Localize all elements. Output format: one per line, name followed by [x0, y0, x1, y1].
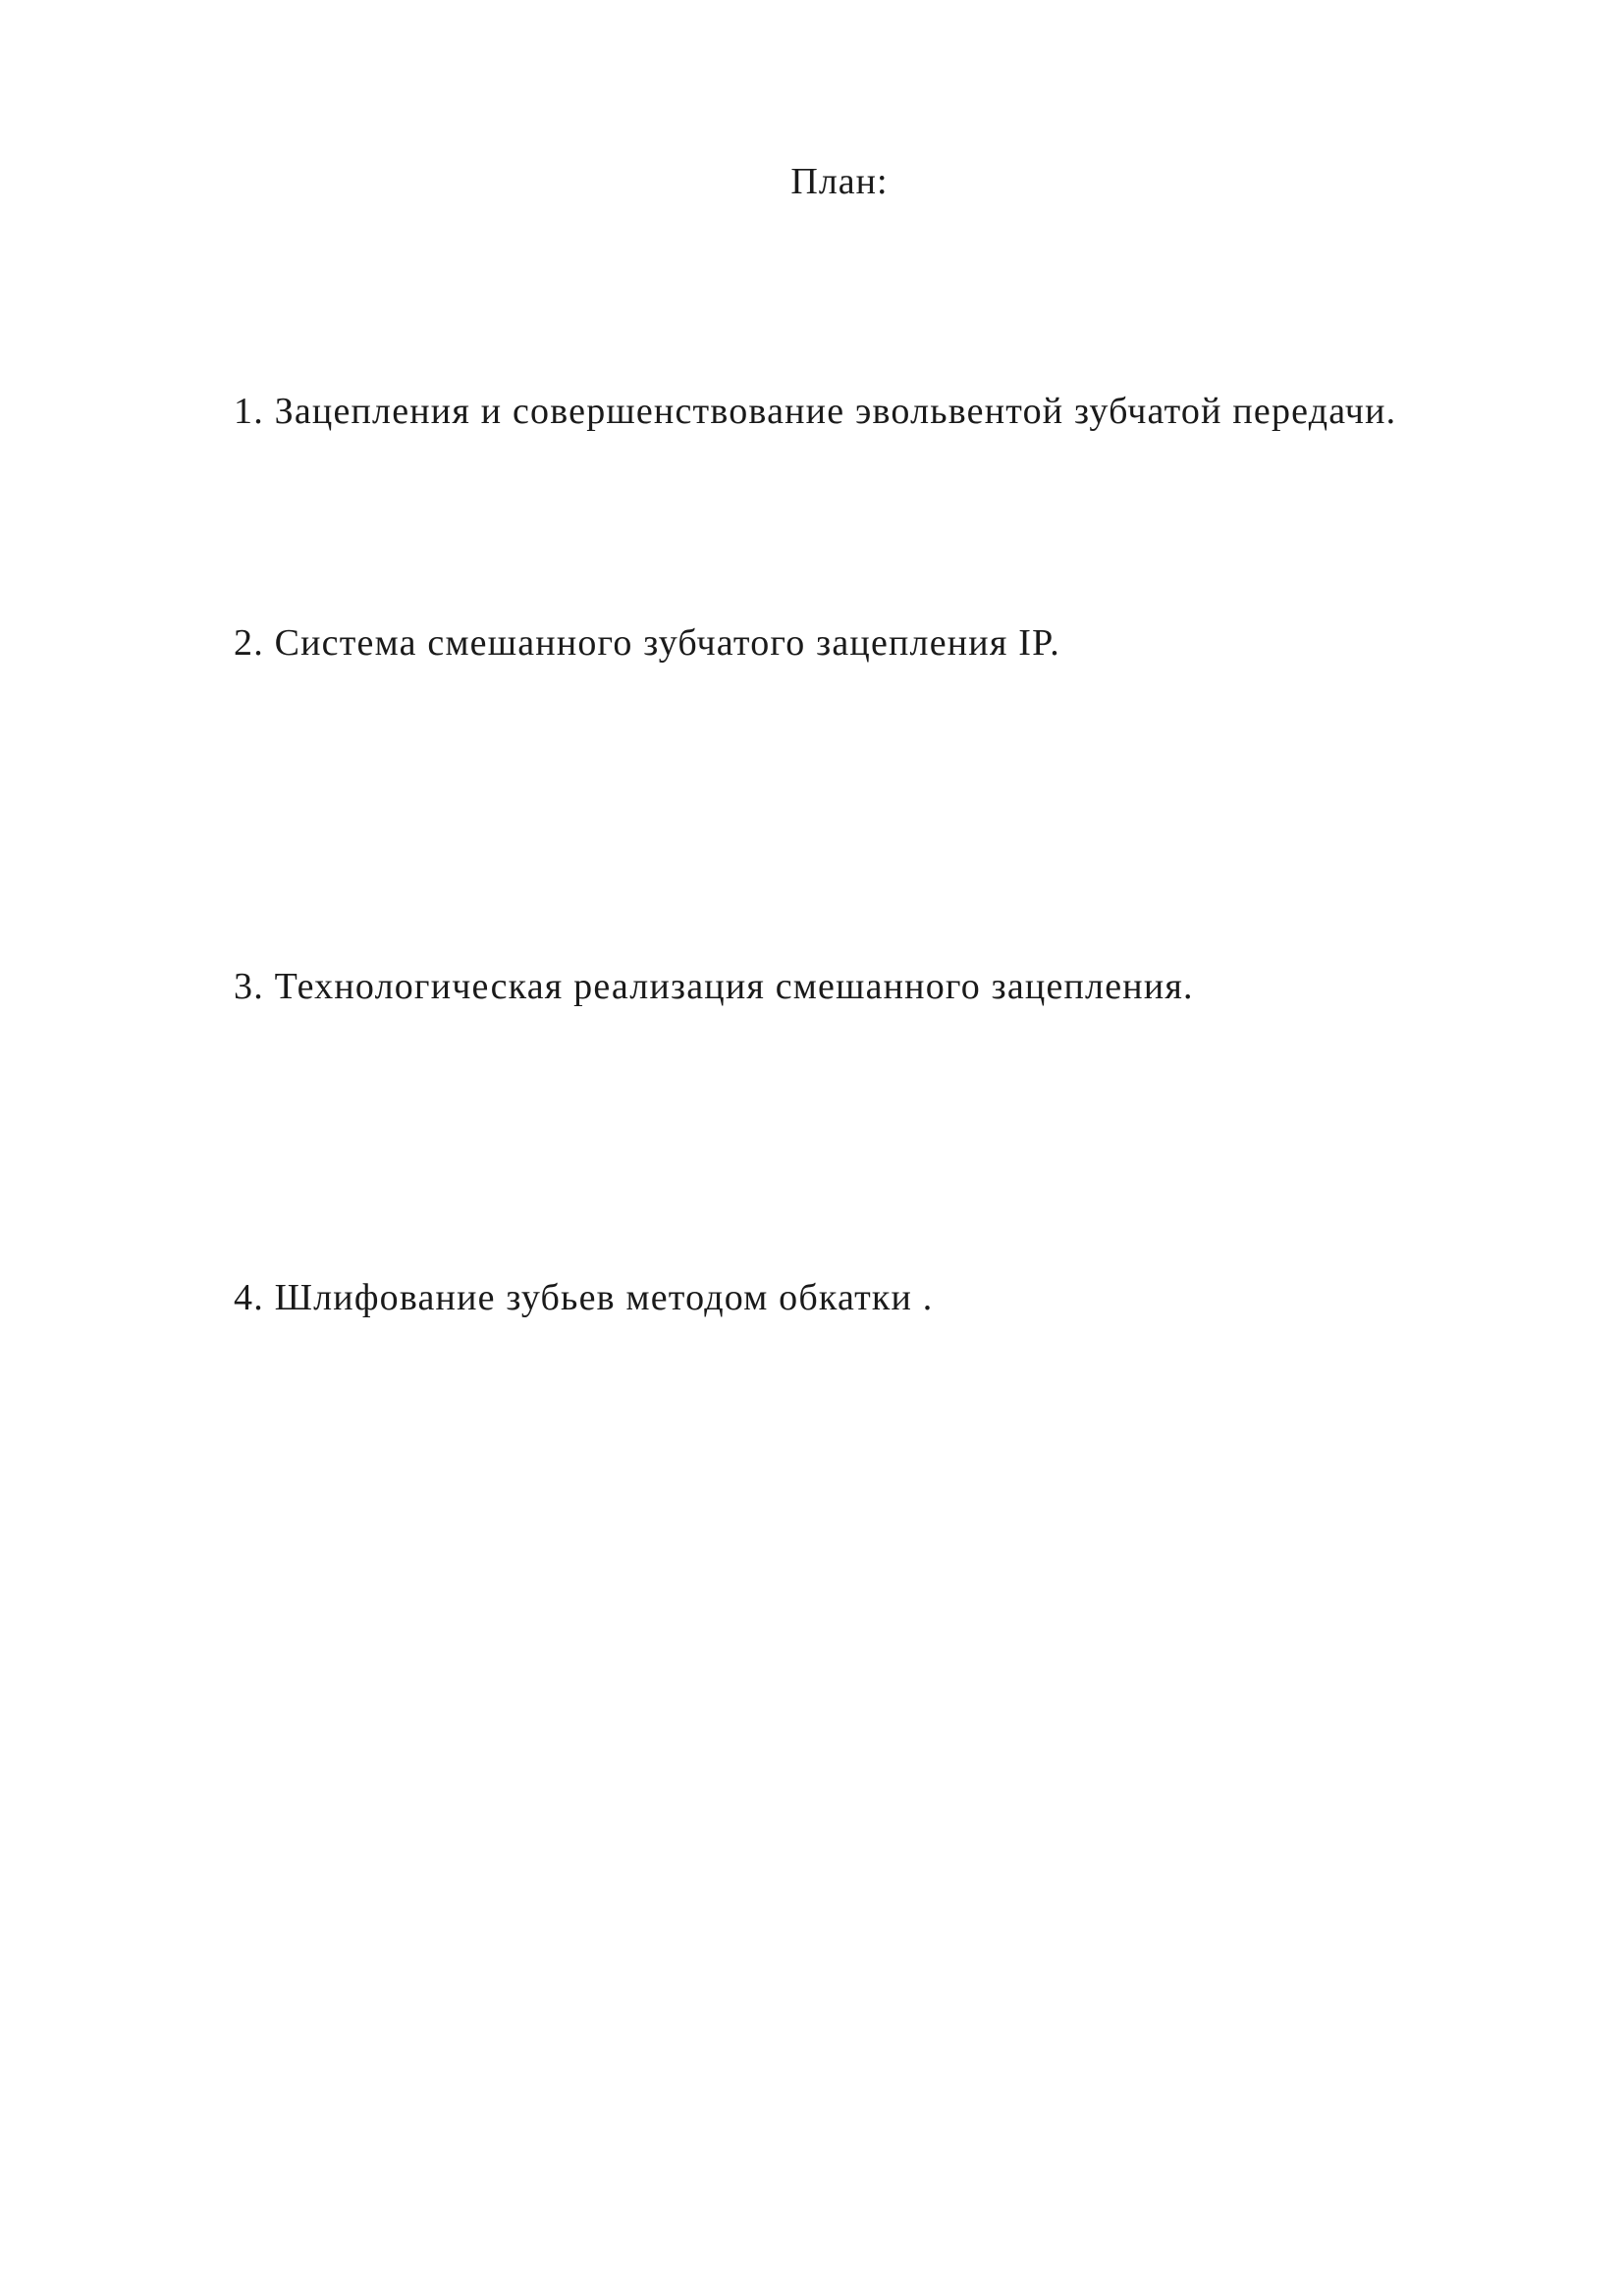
plan-title: План: [790, 161, 889, 202]
plan-item-1: 1. Зацепления и совершенствование эвольвентой зубчатой передачи. [234, 391, 1397, 432]
plan-item-3: 3. Технологическая реализация смешанного зацепления. [234, 966, 1194, 1007]
plan-item-2: 2. Система смешанного зубчатого зацепления IP. [234, 622, 1060, 664]
plan-item-4: 4. Шлифование зубьев методом обкатки . [234, 1277, 934, 1318]
